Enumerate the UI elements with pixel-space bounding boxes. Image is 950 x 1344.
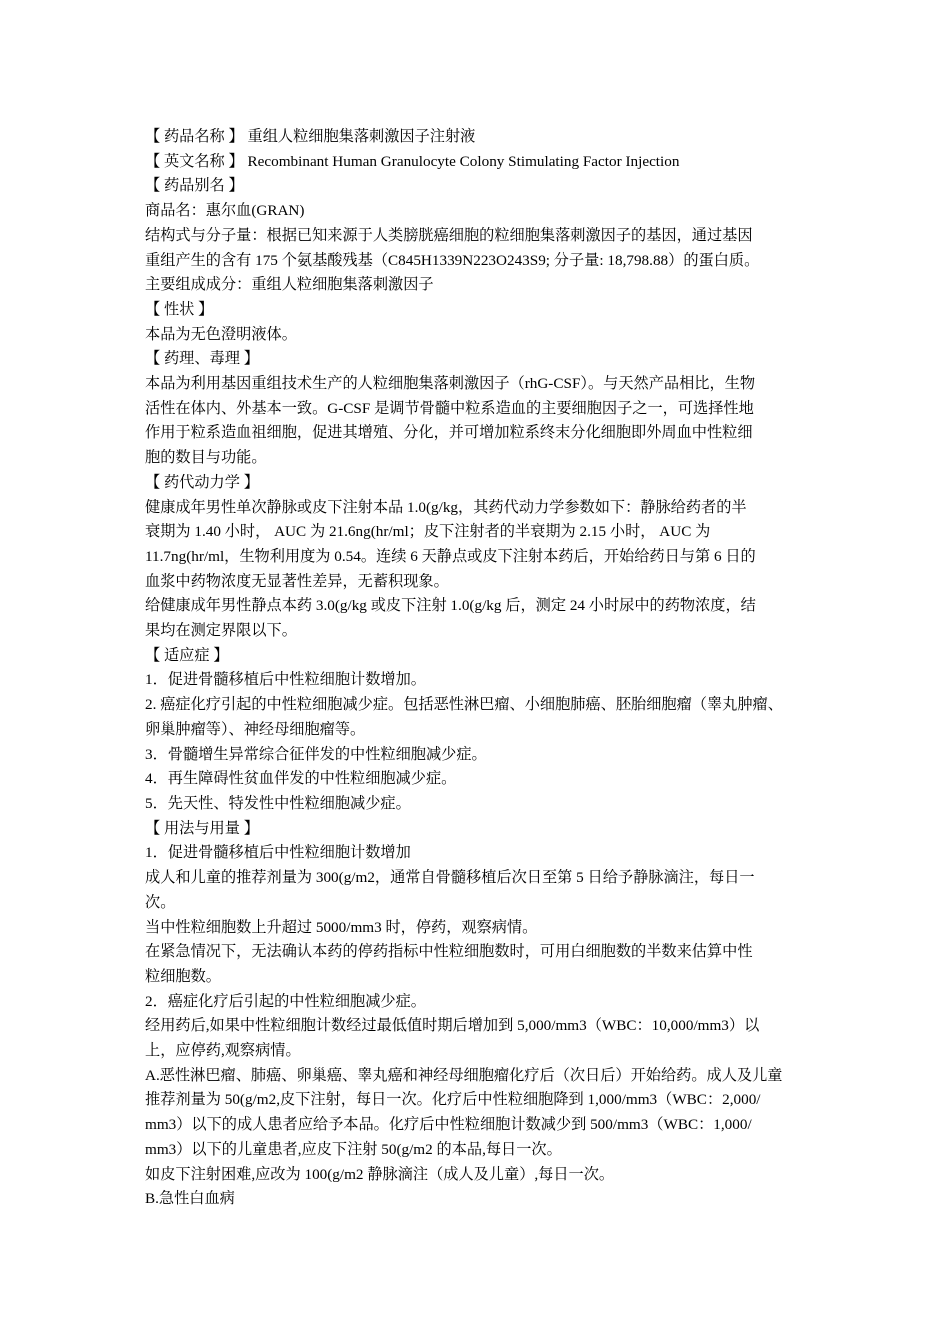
pharmacokinetics-heading: 【 药代动力学 】 — [145, 473, 259, 491]
structure-text-line: 结构式与分子量：根据已知来源于人类膀胱癌细胞的粒细胞集落刺激因子的基因，通过基因 — [145, 226, 753, 244]
pharmacology-text-line: 作用于粒系造血祖细胞，促进其增殖、分化，并可增加粒系终末分化细胞即外周血中性粒细 — [145, 424, 753, 442]
dosage-text-line: 次。 — [145, 893, 176, 911]
pharmacokinetics-text-line: 血浆中药物浓度无显著性差异，无蓄积现象。 — [145, 572, 449, 590]
pharmacokinetics-text-line: 衰期为 1.40 小时， AUC 为 21.6ng(hr/ml；皮下注射者的半衰期为 2.15 小时， AUC 为 — [145, 523, 711, 541]
drug-alias-heading: 【 药品别名 】 — [145, 177, 244, 195]
dosage-text-line: A.恶性淋巴瘤、肺癌、卵巢癌、睾丸癌和神经母细胞瘤化疗后（次日后）开始给药。成人及儿童 — [145, 1066, 783, 1084]
indication-item: 卵巢肿瘤等）、神经母细胞瘤等。 — [145, 720, 366, 738]
indications-heading: 【 适应症 】 — [145, 646, 229, 664]
dosage-text-line: mm3）以下的儿童患者,应皮下注射 50(g/m2 的本品,每日一次。 — [145, 1140, 562, 1158]
english-name-line: 【 英文名称 】 Recombinant Human Granulocyte Colony Stimulating Factor Injection — [145, 152, 680, 170]
pharmacokinetics-text-line: 给健康成年男性静点本药 3.0(g/kg 或皮下注射 1.0(g/kg 后，测定 24 小时尿中的药物浓度，结 — [145, 597, 756, 615]
dosage-subheading: 1．促进骨髓移植后中性粒细胞计数增加 — [145, 844, 411, 862]
dosage-subheading: B.急性白血病 — [145, 1190, 235, 1208]
dosage-text-line: 成人和儿童的推荐剂量为 300(g/m2，通常自骨髓移植后次日至第 5 日给予静脉滴注，每日一 — [145, 869, 755, 887]
indication-item: 2. 癌症化疗引起的中性粒细胞减少症。包括恶性淋巴瘤、小细胞肺癌、胚胎细胞瘤（睾丸肿瘤、 — [145, 696, 783, 714]
pharmacokinetics-text-line: 果均在测定界限以下。 — [145, 622, 297, 640]
pharmacokinetics-text-line: 健康成年男性单次静脉或皮下注射本品 1.0(g/kg，其药代动力学参数如下：静脉给药者的半 — [145, 498, 747, 516]
indication-item: 1．促进骨髓移植后中性粒细胞计数增加。 — [145, 671, 426, 689]
trade-name-line: 商品名：惠尔血(GRAN) — [145, 202, 305, 220]
indication-item: 3．骨髓增生异常综合征伴发的中性粒细胞减少症。 — [145, 745, 487, 763]
dosage-text-line: 当中性粒细胞数上升超过 5000/mm3 时，停药，观察病情。 — [145, 918, 538, 936]
dosage-text-line: 粒细胞数。 — [145, 967, 221, 985]
appearance-text: 本品为无色澄明液体。 — [145, 325, 297, 343]
indication-item: 5．先天性、特发性中性粒细胞减少症。 — [145, 794, 411, 812]
drug-name-line: 【 药品名称 】 重组人粒细胞集落刺激因子注射液 — [145, 128, 476, 145]
dosage-text-line: 如皮下注射困难,应改为 100(g/m2 静脉滴注（成人及儿童）,每日一次。 — [145, 1165, 615, 1183]
pharmacokinetics-text-line: 11.7ng(hr/ml，生物利用度为 0.54。连续 6 天静点或皮下注射本药后，开始给药日与第 6 日的 — [145, 547, 756, 565]
dosage-subheading: 2．癌症化疗后引起的中性粒细胞减少症。 — [145, 992, 426, 1010]
pharmacology-heading: 【 药理、毒理 】 — [145, 350, 259, 368]
dosage-text-line: 在紧急情况下，无法确认本药的停药指标中性粒细胞数时，可用白细胞数的半数来估算中性 — [145, 943, 753, 961]
indication-item: 4．再生障碍性贫血伴发的中性粒细胞减少症。 — [145, 770, 457, 788]
document-page — [145, 125, 810, 1212]
dosage-text-line: mm3）以下的成人患者应给予本品。化疗后中性粒细胞计数减少到 500/mm3（WBC：1,000/ — [145, 1116, 752, 1134]
pharmacology-text-line: 本品为利用基因重组技术生产的人粒细胞集落刺激因子（rhG-CSF）。与天然产品相比，生物 — [145, 375, 756, 393]
pharmacology-text-line: 胞的数目与功能。 — [145, 449, 267, 467]
dosage-text-line: 推荐剂量为 50(g/m2,皮下注射，每日一次。化疗后中性粒细胞降到 1,000/mm3（WBC：2,000/ — [145, 1091, 761, 1109]
appearance-heading: 【 性状 】 — [145, 300, 214, 318]
dosage-text-line: 上，应停药,观察病情。 — [145, 1042, 301, 1060]
pharmacology-text-line: 活性在体内、外基本一致。G-CSF 是调节骨髓中粒系造血的主要细胞因子之一，可选择性地 — [145, 399, 754, 417]
structure-text-line: 重组产生的含有 175 个氨基酸残基（C845H1339N223O243S9; 分子量: 18,798.88）的蛋白质。 — [145, 251, 760, 269]
main-component-line: 主要组成成分：重组人粒细胞集落刺激因子 — [145, 276, 434, 294]
dosage-heading: 【 用法与用量 】 — [145, 819, 259, 837]
dosage-text-line: 经用药后,如果中性粒细胞计数经过最低值时期后增加到 5,000/mm3（WBC：10,000/mm3）以 — [145, 1017, 760, 1035]
